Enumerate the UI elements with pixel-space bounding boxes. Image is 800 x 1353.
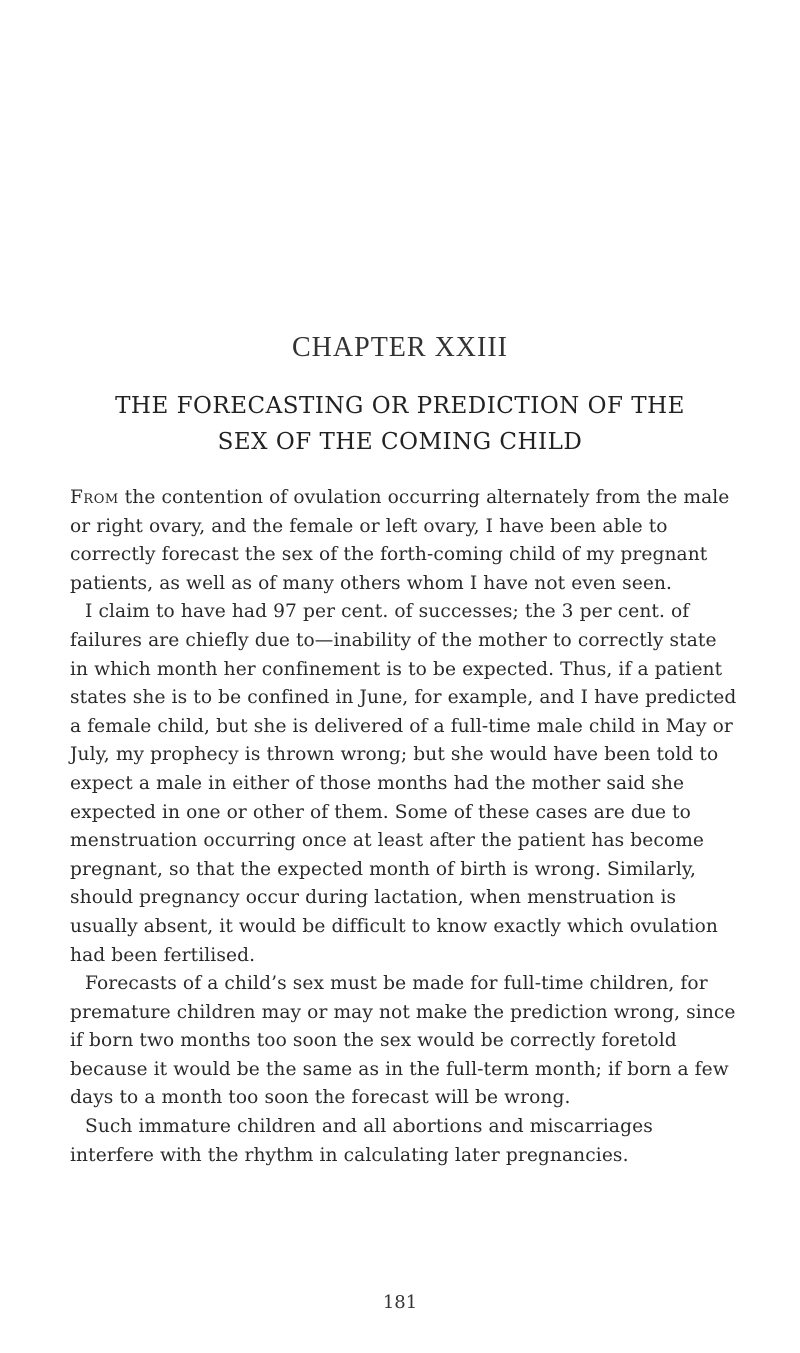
paragraph-4: Such immature children and all abortions and miscarriages interfere with the rhythm in calculating later pregnancies. — [70, 1116, 653, 1166]
chapter-title — [0, 388, 800, 460]
body-text — [70, 484, 740, 1170]
page-number: 181 — [382, 1292, 418, 1313]
chapter-number: CHAPTER XXIII — [292, 332, 508, 363]
chapter-title-line-2: SEX OF THE COMING CHILD — [217, 429, 583, 455]
paragraph-2: I claim to have had 97 per cent. of successes; the 3 per cent. of failures are chiefly due to—inability of the mother to correctly state in which month her confinement is to be expected. Thus, if a patient states she is to be confined in June, for example, and I have predicted a female child, but she is delivered of a full-time male child in May or July, my prophecy is thrown wrong; but she would have been told to expect a male in either of those months had the mother said she expected in one or other of them. Some of these cases are due to menstruation occurring once at least after the patient has become pregnant, so that the expected month of birth is wrong. Similarly, should pregnancy occur during lactation, when menstruation is usually absent, it would be difficult to know exactly which ovulation had been fertilised. — [70, 601, 737, 966]
paragraph-3: Forecasts of a child’s sex must be made for full-time children, for premature children may or may not make the prediction wrong, since if born two months too soon the sex would be correctly foretold because it would be the same as in the full-term month; if born a few days to a month too soon the forecast will be wrong. — [70, 973, 736, 1109]
paragraph-1-text: the contention of ovulation occurring alternately from the male or right ovary, and the female or left ovary, I have been able to correctly forecast the sex of the forth-coming child of my pregnant patients, as well as of many others whom I have not even seen. — [70, 487, 730, 594]
chapter-title-line-1: THE FORECASTING OR PREDICTION OF THE — [115, 393, 685, 419]
paragraph-1 — [70, 484, 740, 598]
paragraph-lead-word: From — [70, 487, 119, 508]
